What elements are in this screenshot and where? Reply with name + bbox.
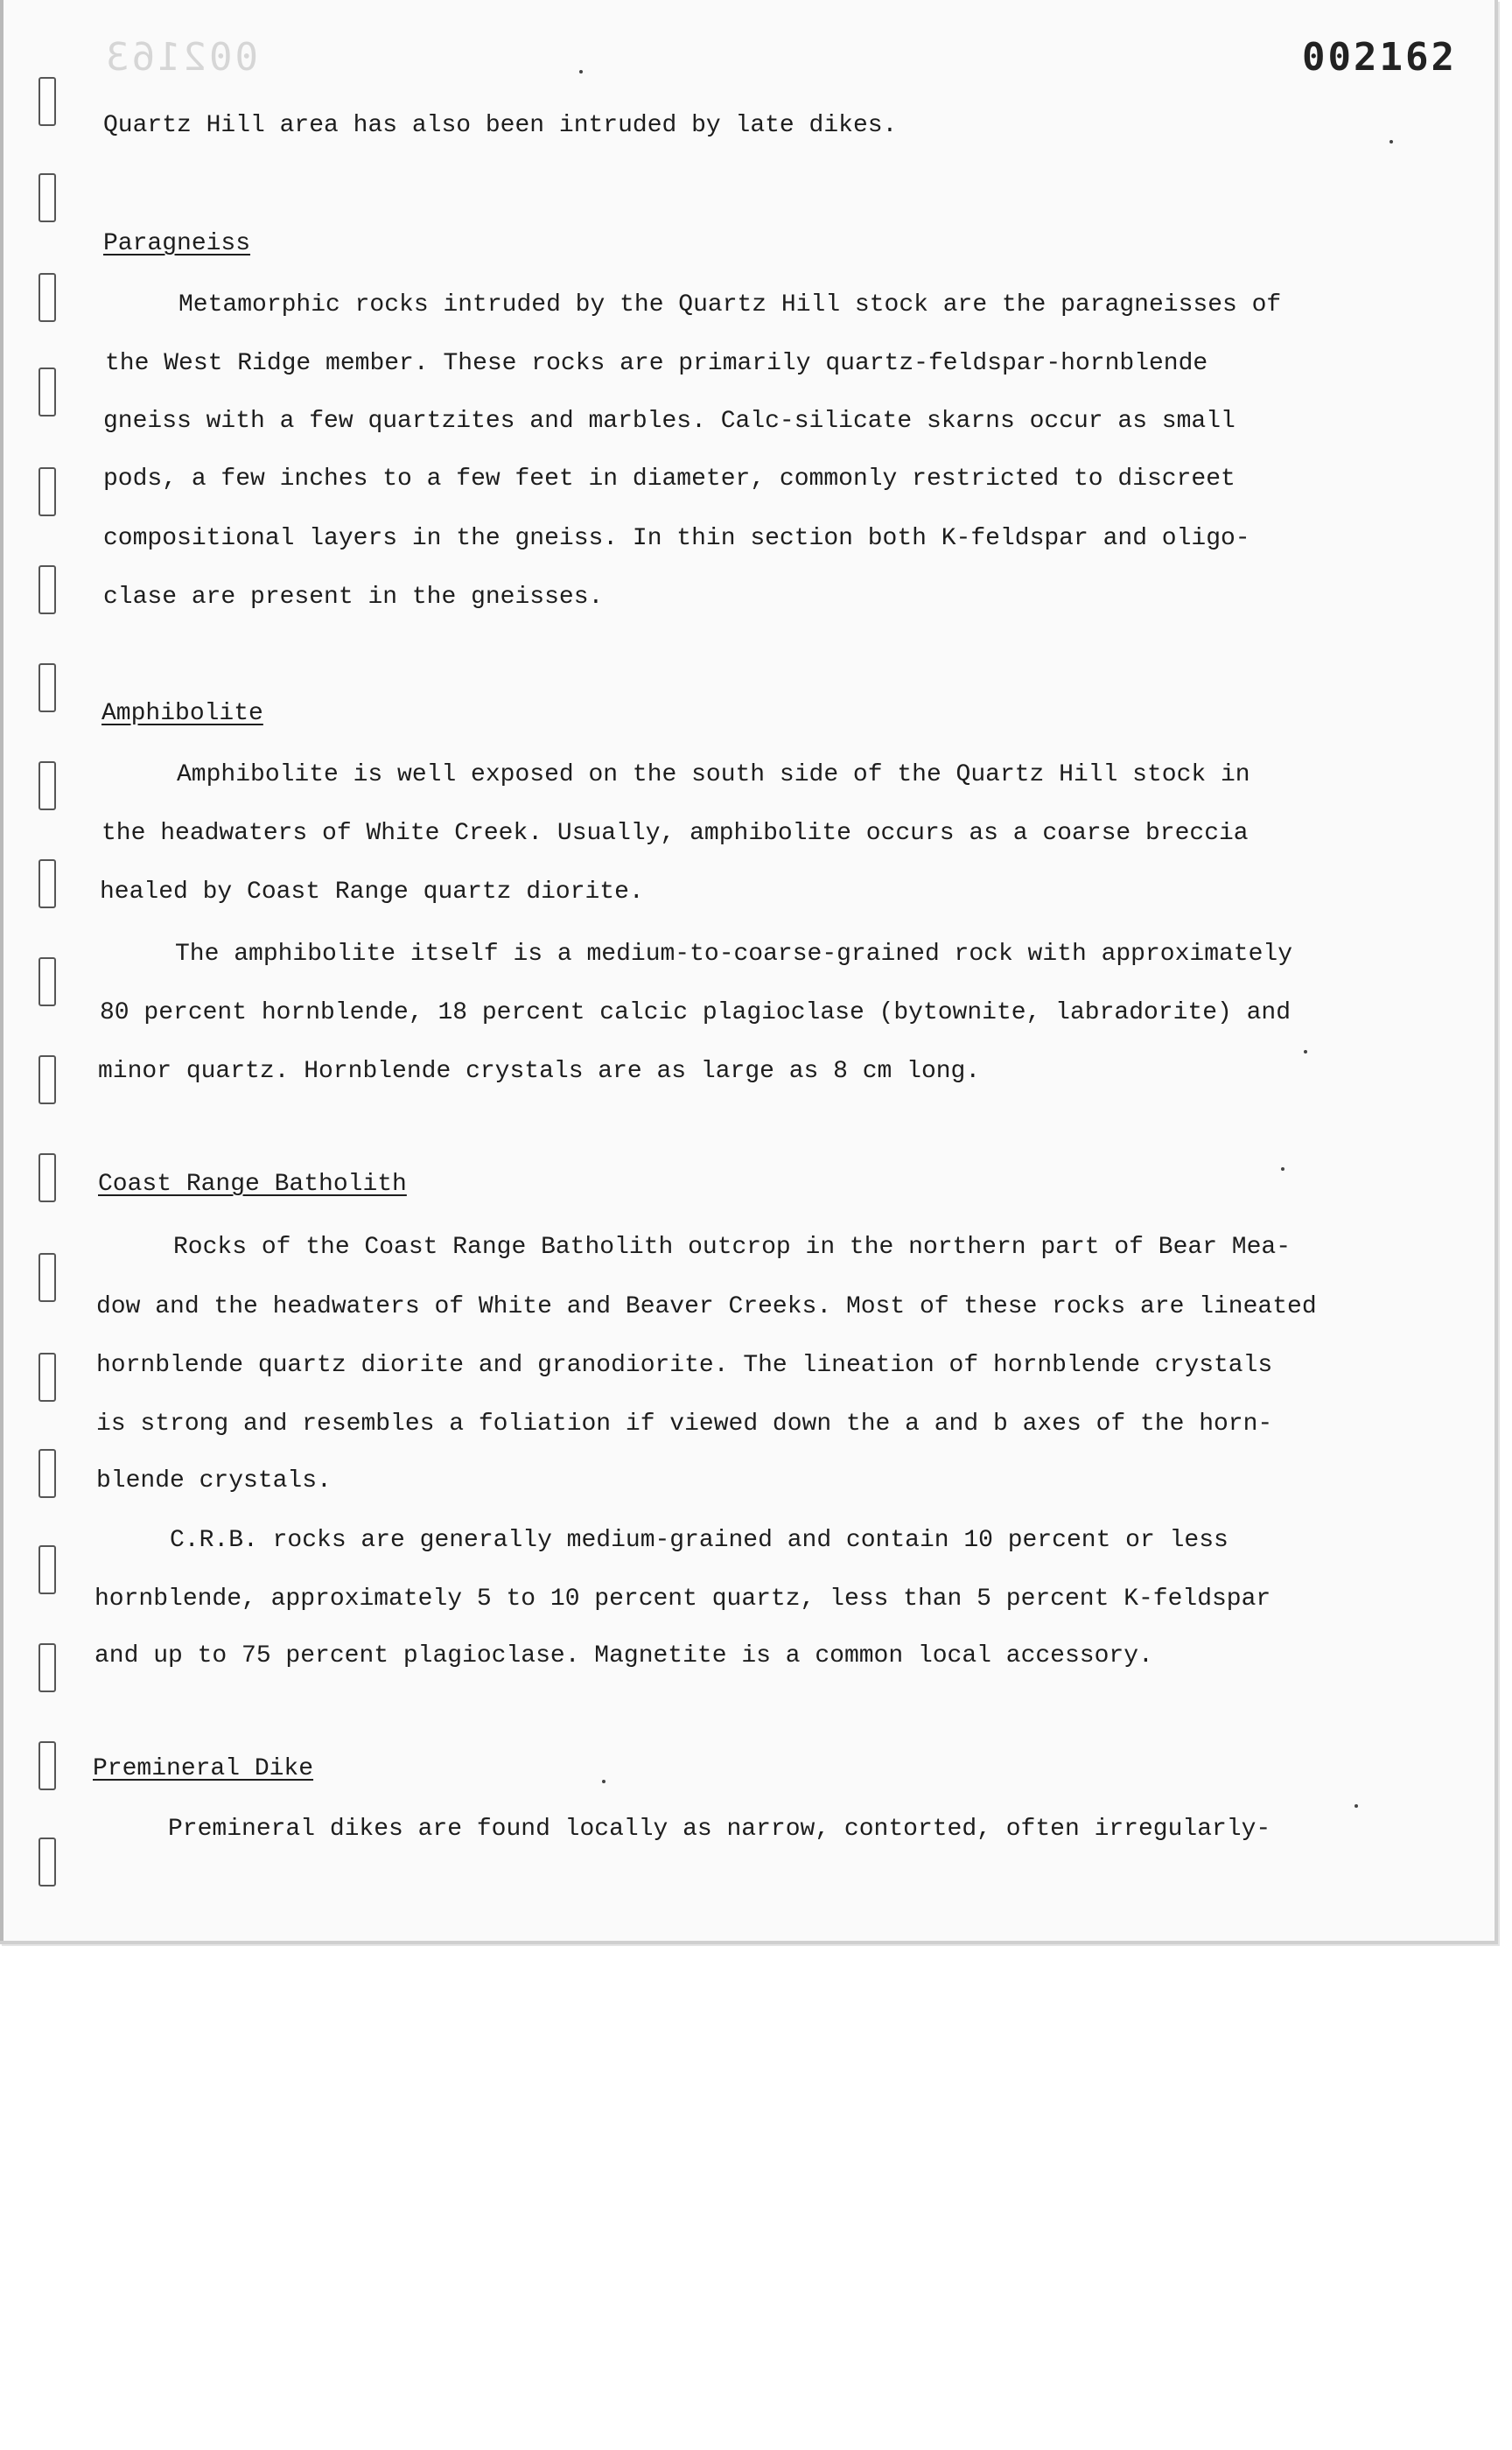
body-line: the West Ridge member. These rocks are primarily quartz-feldspar-hornblende — [105, 350, 1208, 377]
body-line: Amphibolite is well exposed on the south side of the Quartz Hill stock in — [177, 761, 1250, 788]
section-heading-paragneiss: Paragneiss — [103, 230, 251, 257]
body-line: C.R.B. rocks are generally medium-grained and contain 10 percent or less — [170, 1527, 1228, 1554]
speck — [1304, 1050, 1307, 1054]
body-line: Quartz Hill area has also been intruded by late dikes. — [103, 112, 898, 139]
speck — [602, 1780, 606, 1783]
binder-hole — [38, 467, 56, 516]
binder-hole — [38, 77, 56, 126]
binder-hole — [38, 1353, 56, 1402]
binder-hole — [38, 859, 56, 908]
body-line: compositional layers in the gneiss. In thin section both K-feldspar and oligo- — [103, 525, 1250, 552]
section-heading-premineral-dike: Premineral Dike — [93, 1755, 314, 1782]
binder-hole — [38, 1253, 56, 1302]
binder-hole — [38, 761, 56, 810]
binder-hole — [38, 957, 56, 1006]
binder-hole — [38, 663, 56, 712]
binder-hole — [38, 565, 56, 614]
body-line: healed by Coast Range quartz diorite. — [100, 878, 644, 906]
body-line: the headwaters of White Creek. Usually, amphibolite occurs as a coarse breccia — [102, 820, 1249, 847]
speck — [1281, 1167, 1284, 1171]
binder-hole — [38, 1055, 56, 1104]
body-line: Rocks of the Coast Range Batholith outcrop in the northern part of Bear Mea- — [173, 1234, 1292, 1261]
body-line: gneiss with a few quartzites and marbles. Calc-silicate skarns occur as small — [103, 408, 1236, 435]
bleed-through-page-number: 002163 — [103, 35, 258, 80]
page-shadow-edge — [0, 0, 4, 1941]
speck — [1390, 140, 1393, 144]
body-line: dow and the headwaters of White and Beaver Creeks. Most of these rocks are lineated — [96, 1293, 1317, 1320]
binder-hole — [38, 1153, 56, 1202]
binder-hole — [38, 1741, 56, 1790]
body-line: Metamorphic rocks intruded by the Quartz Hill stock are the paragneisses of — [178, 291, 1282, 318]
body-line: Premineral dikes are found locally as narrow, contorted, often irregularly- — [168, 1816, 1271, 1843]
body-line: hornblende, approximately 5 to 10 percent quartz, less than 5 percent K-feldspar — [94, 1586, 1271, 1613]
binder-hole — [38, 1838, 56, 1886]
binder-hole — [38, 368, 56, 416]
speck — [1354, 1804, 1358, 1808]
body-line: The amphibolite itself is a medium-to-coarse-grained rock with approximately — [175, 941, 1293, 968]
binder-hole — [38, 1545, 56, 1594]
body-line: minor quartz. Hornblende crystals are as large as 8 cm long. — [98, 1058, 981, 1085]
binder-hole — [38, 1449, 56, 1498]
body-line: pods, a few inches to a few feet in diameter, commonly restricted to discreet — [103, 466, 1236, 493]
body-line: clase are present in the gneisses. — [103, 584, 604, 611]
binder-hole — [38, 273, 56, 322]
body-line: blende crystals. — [96, 1467, 332, 1494]
body-line: 80 percent hornblende, 18 percent calcic plagioclase (bytownite, labradorite) and — [100, 999, 1292, 1026]
body-line: is strong and resembles a foliation if viewed down the a and b axes of the horn- — [96, 1410, 1273, 1438]
binder-hole — [38, 1643, 56, 1692]
speck — [579, 70, 583, 74]
body-line: hornblende quartz diorite and granodiorite. The lineation of hornblende crystals — [96, 1352, 1273, 1379]
body-line: and up to 75 percent plagioclase. Magnetite is a common local accessory. — [94, 1642, 1153, 1670]
section-heading-amphibolite: Amphibolite — [102, 700, 263, 727]
binder-hole — [38, 173, 56, 222]
section-heading-coast-range-batholith: Coast Range Batholith — [98, 1171, 407, 1198]
page-number: 002162 — [1302, 35, 1457, 80]
